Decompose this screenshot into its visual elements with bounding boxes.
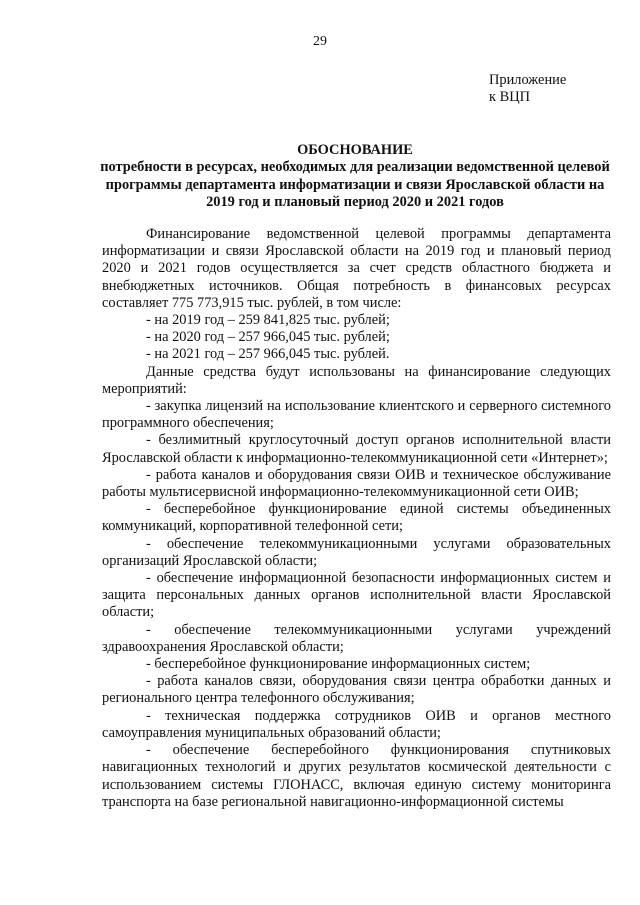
measure-item: - обеспечение телекоммуникационными услугами учреждений здравоохранения Ярославской области; [102,621,611,655]
measure-item: - безлимитный круглосуточный доступ органов исполнительной власти Ярославской области к информационно-телекоммуникационной сети «Интернет»; [102,432,611,466]
page-number: 29 [313,34,327,49]
document-body [102,226,611,811]
intro-paragraph: Финансирование ведомственной целевой программы департамента информатизации и связи Ярославской области на 2019 год и плановый период 2020 и 2021 годов осуществляется за счет средств областного бюджета и внебюджетных источников. Общая потребность в финансовых ресурсах составляет 775 773,915 тыс. рублей, в том числе: [102,226,611,311]
measure-item: - техническая поддержка сотрудников ОИВ и органов местного самоуправления муниципальных образований области; [102,707,611,741]
measure-item: - обеспечение бесперебойного функционирования спутниковых навигационных технологий и других результатов космической деятельности с использованием системы ГЛОНАСС, включая единую систему мониторинга транспорта на базе региональной навигационно-информационной системы [102,742,611,810]
measure-item: - бесперебойное функционирование информационных систем; [146,656,531,673]
measures-intro-paragraph: Данные средства будут использованы на финансирование следующих мероприятий: [102,363,611,397]
title-heading: ОБОСНОВАНИЕ [297,142,413,158]
year-item-2020: - на 2020 год – 257 966,045 тыс. рублей; [146,329,390,346]
appendix-label [489,72,619,106]
appendix-line-2: к ВЦП [489,89,530,105]
measure-item: - бесперебойное функционирование единой системы объединенных коммуникаций, корпоративной телефонной сети; [102,501,611,535]
year-item-2019: - на 2019 год – 259 841,825 тыс. рублей; [146,312,390,329]
measure-item: - обеспечение информационной безопасности информационных систем и защита персональных данных органов исполнительной власти Ярославской области; [102,570,611,621]
document-title [100,142,610,212]
title-subtitle: потребности в ресурсах, необходимых для реализации ведомственной целевой программы департамента информатизации и связи Ярославской области на 2019 год и плановый период 2020 и 2021 годов [100,159,610,211]
measure-item: - закупка лицензий на использование клиентского и серверного системного программного обеспечения; [102,398,611,432]
measure-item: - работа каналов связи, оборудования связи центра обработки данных и регионального центра телефонного обслуживания; [102,673,611,707]
measure-item: - обеспечение телекоммуникационными услугами образовательных организаций Ярославской области; [102,535,611,569]
appendix-line-1: Приложение [489,72,567,88]
measure-item: - работа каналов и оборудования связи ОИВ и техническое обслуживание работы мультисервисной информационно-телекоммуникационной сети ОИВ; [102,466,611,501]
year-item-2021: - на 2021 год – 257 966,045 тыс. рублей. [146,346,390,363]
